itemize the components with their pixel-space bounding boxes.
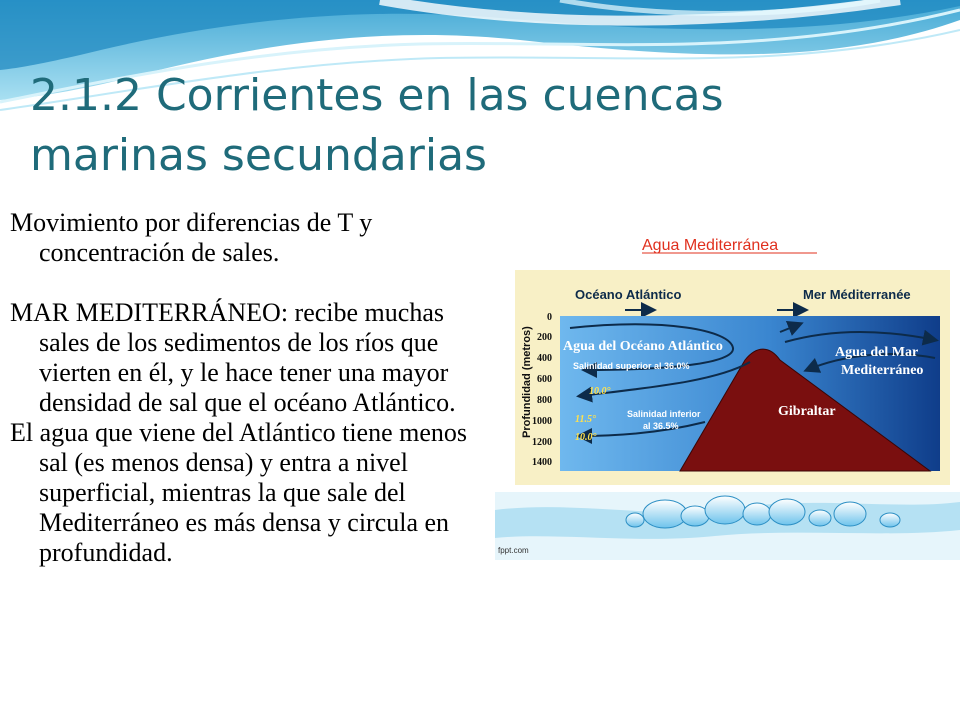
figure-title: Agua Mediterránea: [642, 237, 779, 254]
depth-tick: 800: [537, 395, 552, 406]
label-salinidad-superior: Salinidad superior al 36.0%: [573, 361, 690, 371]
depth-tick: 1000: [532, 416, 552, 427]
label-mer-mediterranee: Mer Méditerranée: [803, 287, 911, 302]
credit-text: fppt.com: [498, 546, 529, 555]
slide-title: [30, 66, 930, 186]
label-salinidad-inferior-line-2: al 36.5%: [643, 421, 679, 431]
label-agua-mar-line-1: Agua del Mar: [835, 345, 919, 360]
label-agua-mar-line-2: Mediterráneo: [841, 363, 924, 378]
label-gibraltar: Gibraltar: [778, 404, 836, 419]
label-agua-atlantico: Agua del Océano Atlántico: [563, 339, 723, 354]
paragraph-intro: Movimiento por diferencias de T y concentración de sales.: [10, 208, 373, 267]
depth-tick: 0: [547, 312, 552, 323]
label-temperature-middle: 11.5°: [575, 414, 596, 425]
paragraph-atlantic-water: El agua que viene del Atlántico tiene menos sal (es menos densa) y entra a nivel superficial, mientras la que sale del Mediterráneo es más densa y circula en profundidad.: [10, 418, 468, 567]
mediterranean-water-diagram: [495, 210, 960, 560]
paragraph-mediterranean: MAR MEDITERRÁNEO: recibe muchas sales de los sedimentos de los ríos que vierten en él, y le hace tener una mayor densidad de sal que el océano Atlántico.: [10, 298, 456, 417]
depth-tick: 1400: [532, 457, 552, 468]
label-temperature-upper: 10.0°: [589, 386, 611, 397]
label-temperature-lower: 10.0°: [575, 432, 597, 443]
depth-tick: 1200: [532, 437, 552, 448]
depth-tick: 200: [537, 332, 552, 343]
label-oceano-atlantico: Océano Atlántico: [575, 287, 682, 302]
title-line-1: 2.1.2 Corrientes en las cuencas: [30, 70, 724, 121]
title-line-2: marinas secundarias: [30, 130, 487, 181]
y-axis-title: Profundidad (metros): [521, 326, 533, 438]
label-salinidad-inferior-line-1: Salinidad inferior: [627, 409, 701, 419]
water-bubbles-decoration: [495, 492, 960, 560]
depth-tick: 400: [537, 353, 552, 364]
depth-tick: 600: [537, 374, 552, 385]
slide-body: [10, 208, 485, 568]
